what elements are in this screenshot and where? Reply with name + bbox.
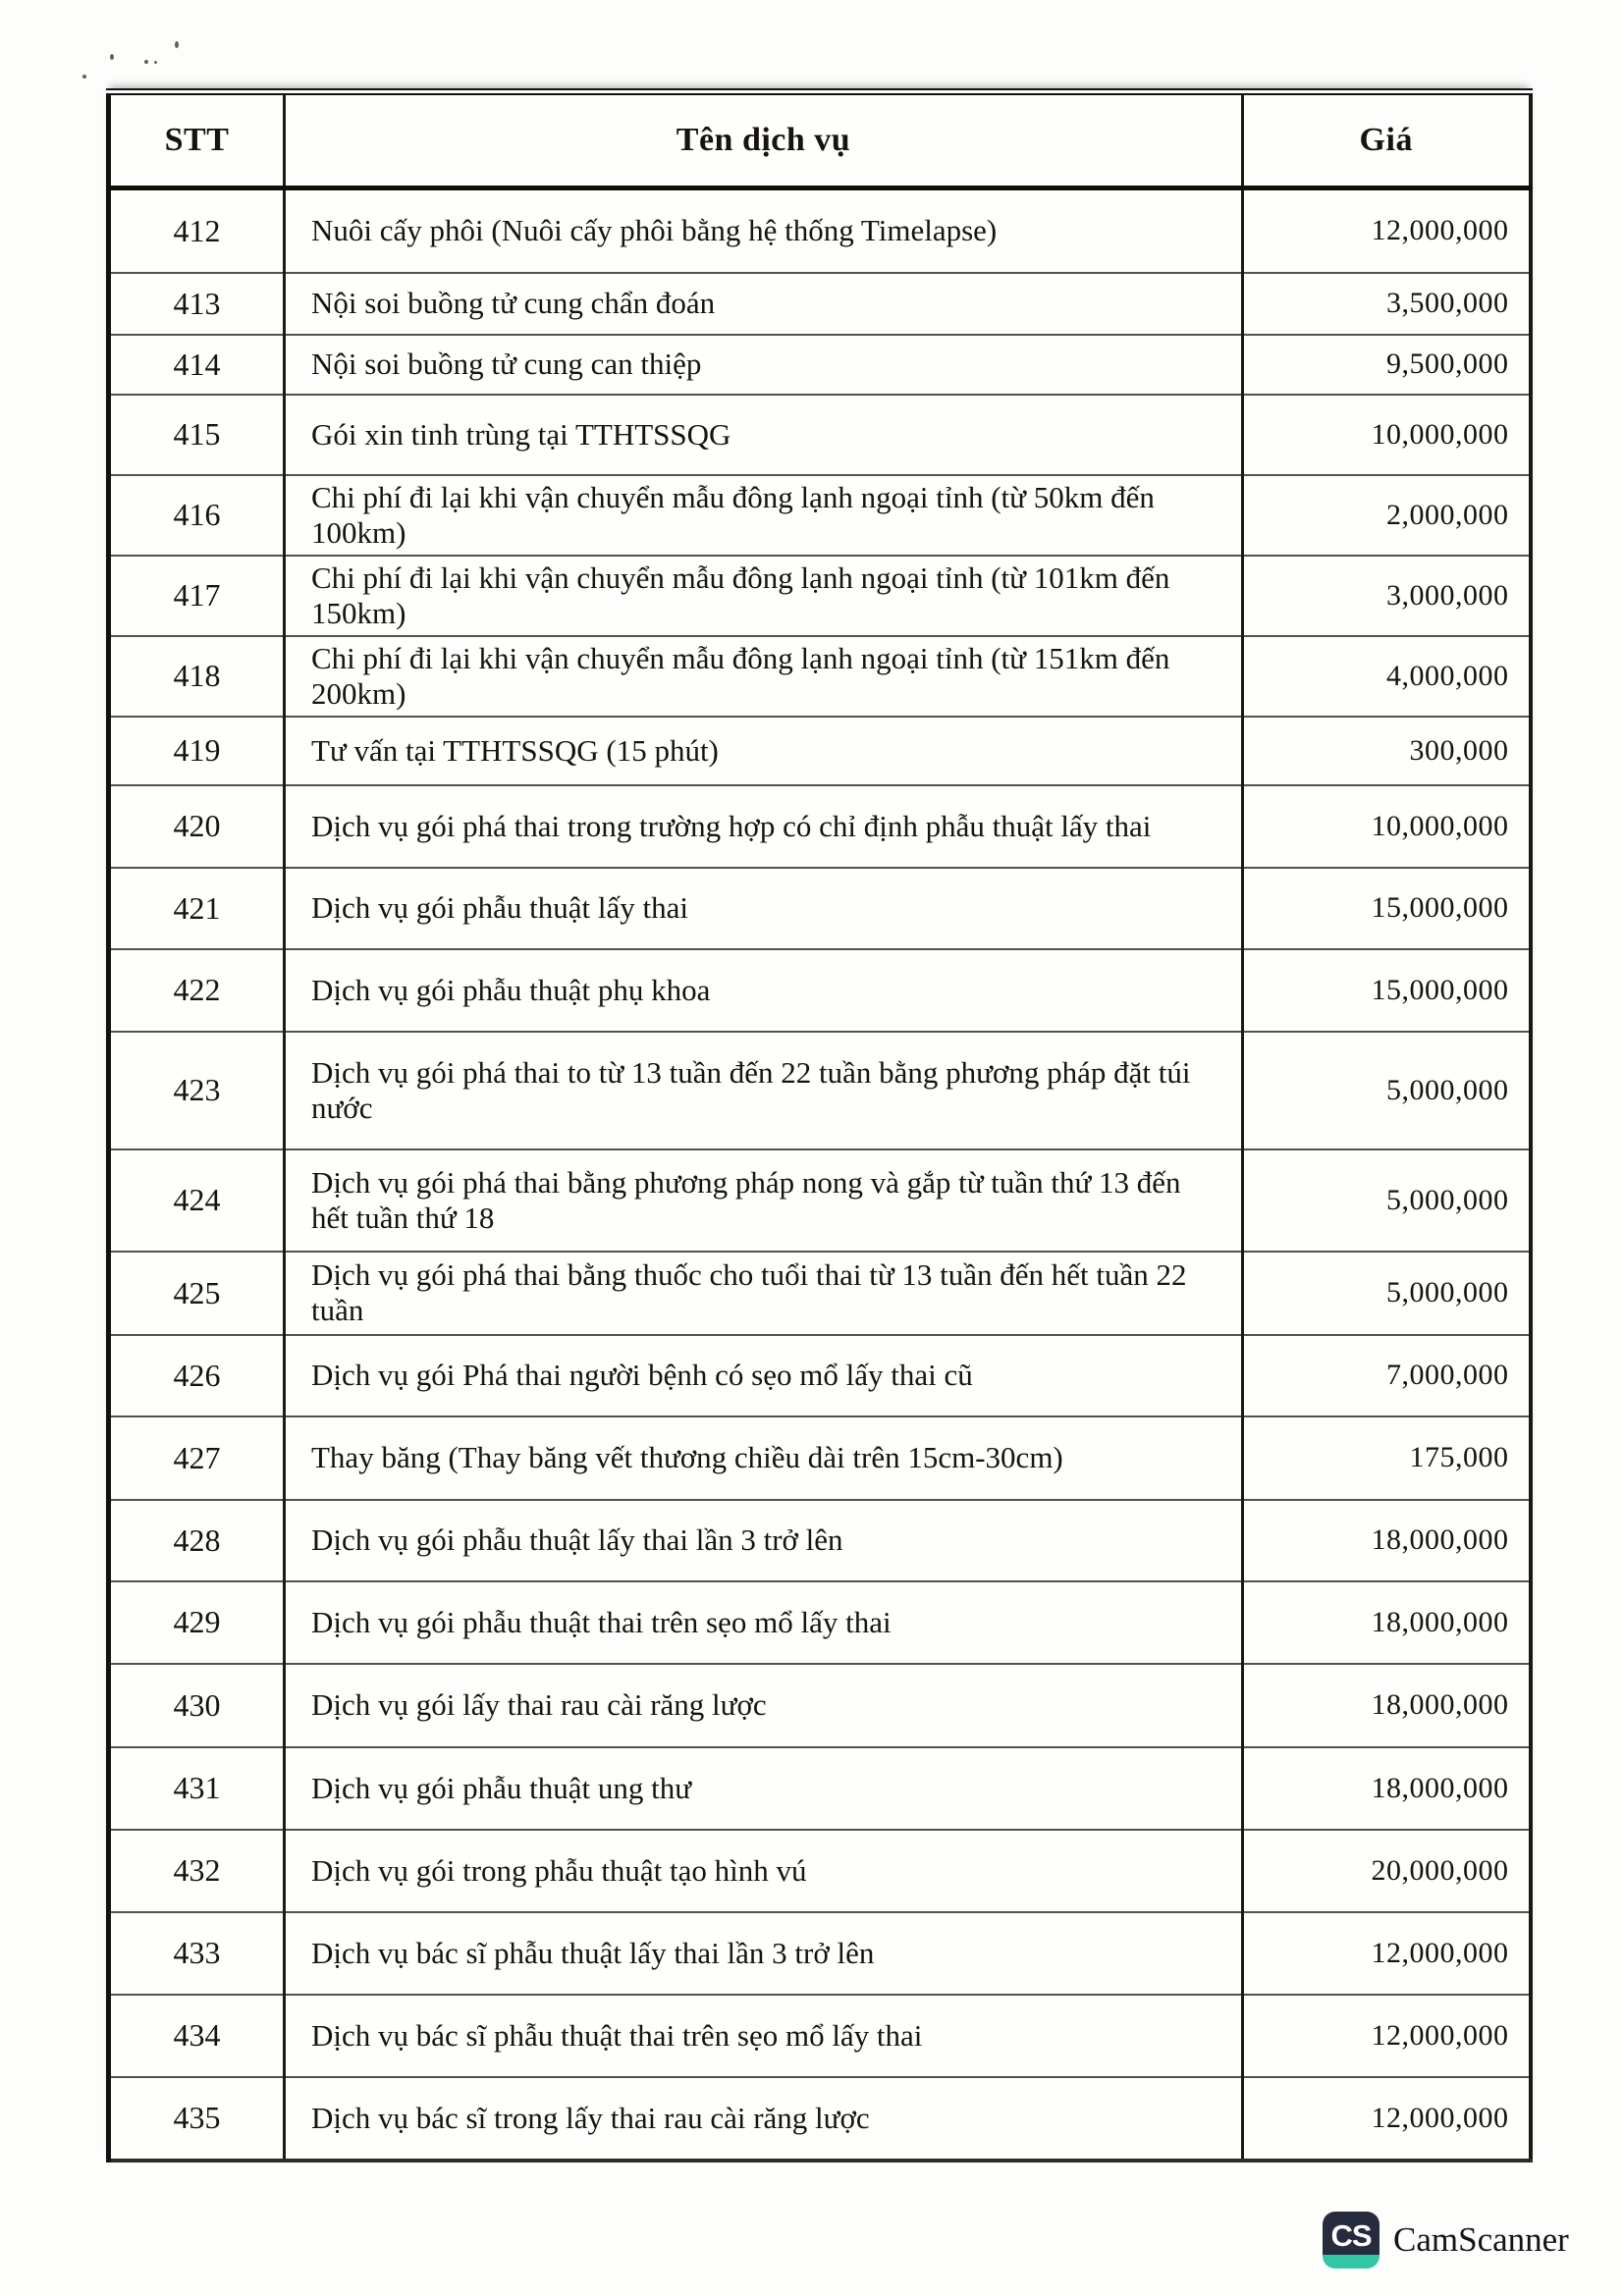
stt-cell: 430 xyxy=(109,1664,285,1747)
table-row xyxy=(109,556,1531,636)
stt-cell: 423 xyxy=(109,1032,285,1149)
price-cell: 10,000,000 xyxy=(1243,785,1531,868)
price-cell: 15,000,000 xyxy=(1243,868,1531,949)
table-row xyxy=(109,1581,1531,1664)
price-cell: 5,000,000 xyxy=(1243,1149,1531,1252)
price-cell: 18,000,000 xyxy=(1243,1747,1531,1830)
scan-speckle xyxy=(82,75,86,79)
price-cell: 3,500,000 xyxy=(1243,273,1531,335)
service-name-cell: Dịch vụ gói lấy thai rau cài răng lược xyxy=(285,1664,1243,1747)
stt-cell: 414 xyxy=(109,335,285,395)
stt-cell: 424 xyxy=(109,1149,285,1252)
table-row xyxy=(109,868,1531,949)
table-row xyxy=(109,1416,1531,1500)
stt-cell: 434 xyxy=(109,1995,285,2077)
table-row xyxy=(109,475,1531,556)
service-name-cell: Chi phí đi lại khi vận chuyển mẫu đông lạnh ngoại tỉnh (từ 50km đến 100km) xyxy=(285,475,1243,556)
table-row xyxy=(109,1747,1531,1830)
table-row xyxy=(109,1912,1531,1995)
table-row xyxy=(109,188,1531,273)
stt-cell: 413 xyxy=(109,273,285,335)
price-cell: 18,000,000 xyxy=(1243,1581,1531,1664)
table-row xyxy=(109,335,1531,395)
stt-cell: 429 xyxy=(109,1581,285,1664)
scan-speckle xyxy=(154,61,157,64)
header-service: Tên dịch vụ xyxy=(285,92,1243,188)
price-cell: 12,000,000 xyxy=(1243,1995,1531,2077)
table-row xyxy=(109,1830,1531,1912)
service-name-cell: Dịch vụ gói phẫu thuật lấy thai lần 3 trở lên xyxy=(285,1500,1243,1581)
service-name-cell: Dịch vụ bác sĩ trong lấy thai rau cài răng lược xyxy=(285,2077,1243,2161)
table-row xyxy=(109,785,1531,868)
service-name-cell: Dịch vụ gói phẫu thuật phụ khoa xyxy=(285,949,1243,1032)
stt-cell: 428 xyxy=(109,1500,285,1581)
table-row xyxy=(109,1252,1531,1335)
price-cell: 300,000 xyxy=(1243,717,1531,785)
price-table-body xyxy=(109,188,1531,2161)
table-row xyxy=(109,395,1531,475)
price-cell: 15,000,000 xyxy=(1243,949,1531,1032)
header-price: Giá xyxy=(1243,92,1531,188)
table-row xyxy=(109,949,1531,1032)
service-name-cell: Thay băng (Thay băng vết thương chiều dài trên 15cm-30cm) xyxy=(285,1416,1243,1500)
stt-cell: 435 xyxy=(109,2077,285,2161)
service-name-cell: Dịch vụ gói phá thai trong trường hợp có chỉ định phẫu thuật lấy thai xyxy=(285,785,1243,868)
table-row xyxy=(109,1664,1531,1747)
table-row xyxy=(109,636,1531,717)
service-name-cell: Nội soi buồng tử cung chẩn đoán xyxy=(285,273,1243,335)
price-cell: 20,000,000 xyxy=(1243,1830,1531,1912)
stt-cell: 421 xyxy=(109,868,285,949)
price-cell: 3,000,000 xyxy=(1243,556,1531,636)
service-name-cell: Dịch vụ gói trong phẫu thuật tạo hình vú xyxy=(285,1830,1243,1912)
price-cell: 10,000,000 xyxy=(1243,395,1531,475)
scan-speckle xyxy=(144,60,148,64)
price-cell: 12,000,000 xyxy=(1243,188,1531,273)
stt-cell: 420 xyxy=(109,785,285,868)
table-row xyxy=(109,273,1531,335)
service-name-cell: Nuôi cấy phôi (Nuôi cấy phôi bằng hệ thống Timelapse) xyxy=(285,188,1243,273)
table-row xyxy=(109,1995,1531,2077)
service-name-cell: Gói xin tinh trùng tại TTHTSSQG xyxy=(285,395,1243,475)
service-name-cell: Chi phí đi lại khi vận chuyển mẫu đông lạnh ngoại tỉnh (từ 151km đến 200km) xyxy=(285,636,1243,717)
table-header-row xyxy=(109,92,1531,188)
service-name-cell: Tư vấn tại TTHTSSQG (15 phút) xyxy=(285,717,1243,785)
header-stt: STT xyxy=(109,92,285,188)
scan-speckle xyxy=(175,41,179,48)
service-name-cell: Dịch vụ gói phá thai bằng phương pháp nong và gắp từ tuần thứ 13 đến hết tuần thứ 18 xyxy=(285,1149,1243,1252)
price-cell: 2,000,000 xyxy=(1243,475,1531,556)
table-row xyxy=(109,1032,1531,1149)
camscanner-wordmark: CamScanner xyxy=(1393,2220,1569,2259)
price-cell: 12,000,000 xyxy=(1243,1912,1531,1995)
table-row xyxy=(109,1149,1531,1252)
camscanner-logo-text: CS xyxy=(1330,2218,1372,2253)
price-cell: 12,000,000 xyxy=(1243,2077,1531,2161)
price-cell: 5,000,000 xyxy=(1243,1252,1531,1335)
table-row xyxy=(109,2077,1531,2161)
price-cell: 4,000,000 xyxy=(1243,636,1531,717)
price-table-container xyxy=(106,88,1528,2163)
stt-cell: 425 xyxy=(109,1252,285,1335)
camscanner-watermark xyxy=(1323,2211,1569,2269)
price-cell: 175,000 xyxy=(1243,1416,1531,1500)
price-cell: 18,000,000 xyxy=(1243,1664,1531,1747)
price-cell: 5,000,000 xyxy=(1243,1032,1531,1149)
table-row xyxy=(109,1335,1531,1416)
service-name-cell: Dịch vụ bác sĩ phẫu thuật lấy thai lần 3 trở lên xyxy=(285,1912,1243,1995)
stt-cell: 416 xyxy=(109,475,285,556)
price-cell: 18,000,000 xyxy=(1243,1500,1531,1581)
price-cell: 7,000,000 xyxy=(1243,1335,1531,1416)
stt-cell: 427 xyxy=(109,1416,285,1500)
stt-cell: 431 xyxy=(109,1747,285,1830)
service-name-cell: Dịch vụ gói Phá thai người bệnh có sẹo mổ lấy thai cũ xyxy=(285,1335,1243,1416)
service-name-cell: Dịch vụ gói phẫu thuật lấy thai xyxy=(285,868,1243,949)
service-name-cell: Chi phí đi lại khi vận chuyển mẫu đông lạnh ngoại tỉnh (từ 101km đến 150km) xyxy=(285,556,1243,636)
service-name-cell: Dịch vụ gói phá thai to từ 13 tuần đến 22 tuần bằng phương pháp đặt túi nước xyxy=(285,1032,1243,1149)
service-name-cell: Nội soi buồng tử cung can thiệp xyxy=(285,335,1243,395)
stt-cell: 422 xyxy=(109,949,285,1032)
stt-cell: 426 xyxy=(109,1335,285,1416)
stt-cell: 415 xyxy=(109,395,285,475)
price-table xyxy=(106,88,1533,2163)
stt-cell: 417 xyxy=(109,556,285,636)
price-cell: 9,500,000 xyxy=(1243,335,1531,395)
table-row xyxy=(109,1500,1531,1581)
stt-cell: 412 xyxy=(109,188,285,273)
scan-speckle xyxy=(110,54,114,60)
camscanner-logo-icon xyxy=(1323,2212,1380,2269)
service-name-cell: Dịch vụ gói phẫu thuật ung thư xyxy=(285,1747,1243,1830)
stt-cell: 433 xyxy=(109,1912,285,1995)
service-name-cell: Dịch vụ gói phẫu thuật thai trên sẹo mổ lấy thai xyxy=(285,1581,1243,1664)
table-row xyxy=(109,717,1531,785)
service-name-cell: Dịch vụ gói phá thai bằng thuốc cho tuổi thai từ 13 tuần đến hết tuần 22 tuần xyxy=(285,1252,1243,1335)
stt-cell: 418 xyxy=(109,636,285,717)
stt-cell: 419 xyxy=(109,717,285,785)
service-name-cell: Dịch vụ bác sĩ phẫu thuật thai trên sẹo mổ lấy thai xyxy=(285,1995,1243,2077)
stt-cell: 432 xyxy=(109,1830,285,1912)
